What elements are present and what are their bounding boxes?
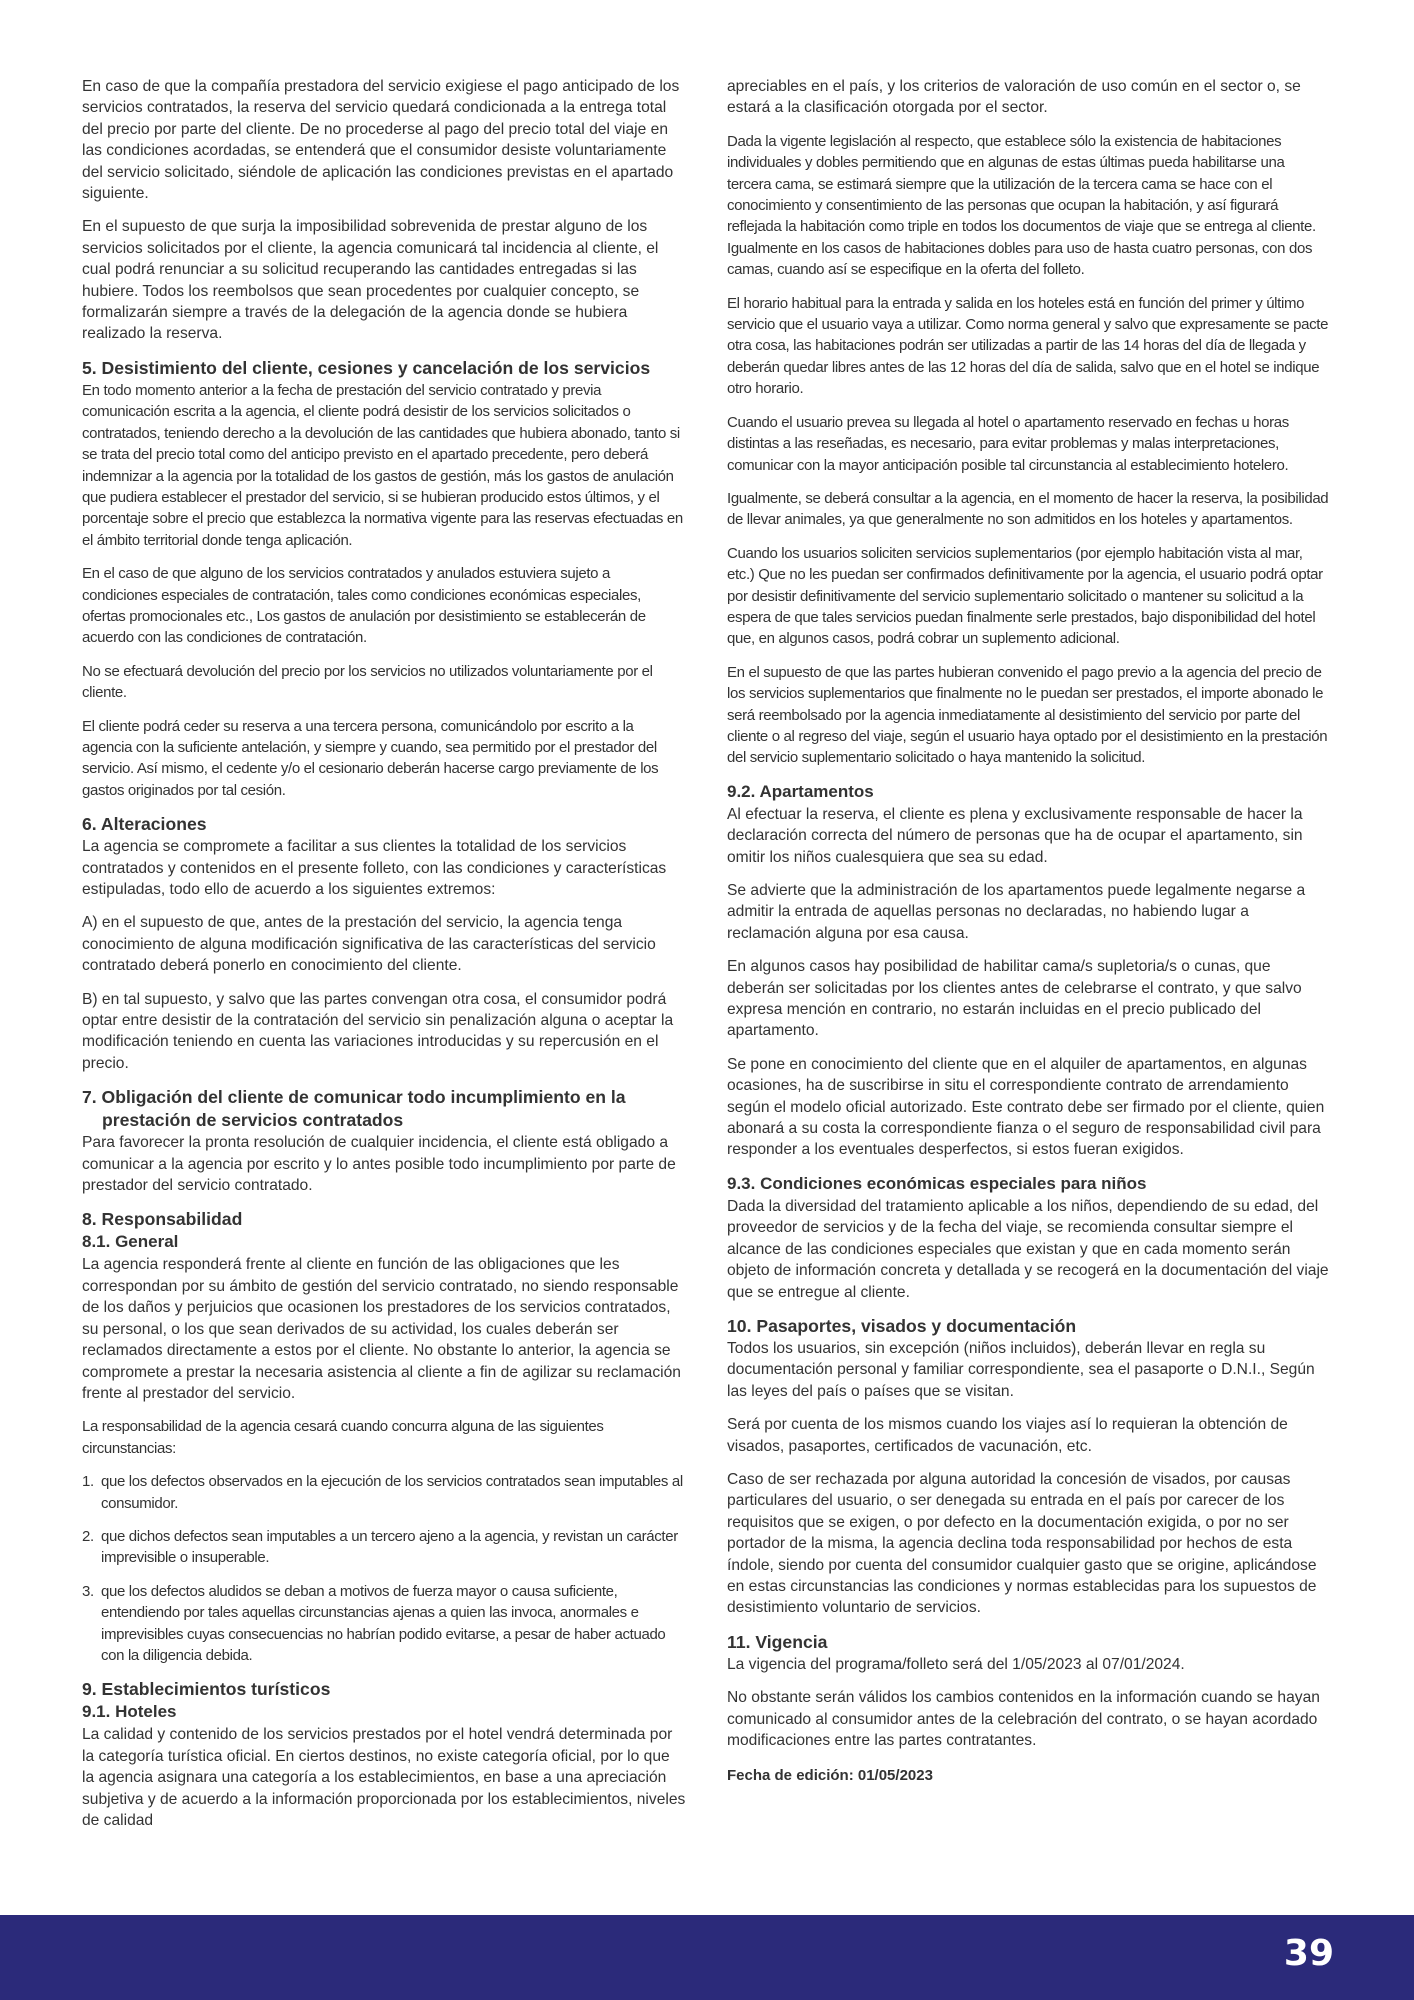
page-number: 39 <box>1283 1933 1334 1974</box>
list-item <box>82 1471 686 1514</box>
paragraph: El horario habitual para la entrada y salida en los hoteles está en función del primer y último servicio que el usuario vaya a utilizar. Como norma general y salvo que expresamente se pacte otra cosa, las habitaciones podrán ser utilizadas a partir de las 14 horas del día de llegada y deberán quedar libres antes de las 12 horas del día de salida, salvo que en el hotel se indique otro horario. <box>727 294 1329 398</box>
paragraph: Se advierte que la administración de los apartamentos puede legalmente negarse a admitir la entrada de aquellas personas no declaradas, no habiendo lugar a reclamación alguna por esa causa. <box>727 882 1306 942</box>
list-item-text: que los defectos aludidos se deban a motivos de fuerza mayor o causa suficiente, entendiendo por tales aquellas circunstancias ajenas a quien las invoca, anormales e imprevisibles cuyas consecuencias no habrían podido evitarse, a pesar de haber actuado con la diligencia debida. <box>101 1582 666 1664</box>
list-item-text: que los defectos observados en la ejecución de los servicios contratados sean imputables al consumidor. <box>101 1473 683 1512</box>
paragraph: Será por cuenta de los mismos cuando los viajes así lo requieran la obtención de visados, pasaportes, certificados de vacunación, etc. <box>727 1416 1288 1455</box>
paragraph: Cuando el usuario prevea su llegada al hotel o apartamento reservado en fechas u horas distintas a las reseñadas, es necesario, para evitar problemas y malas interpretaciones, comunicar con la mayor anticipación posible tal circunstancia al establecimiento hotelero. <box>727 413 1289 474</box>
list-item-text: que dichos defectos sean imputables a un tercero ajeno a la agencia, y revistan un carácter imprevisible o insuperable. <box>101 1527 678 1567</box>
paragraph: En el supuesto de que las partes hubieran convenido el pago previo a la agencia del precio de los servicios suplementarios que finalmente no le puedan ser prestados, el importe abonado le será reembolsado por la agencia inmediatamente al desistimiento del servicio por parte del cliente o al regreso del viaje, según el usuario haya optado por el desistimiento en la prestación del servicio suplementario solicitado o haya mantenido la solicitud. <box>727 663 1328 767</box>
paragraph: El cliente podrá ceder su reserva a una tercera persona, comunicándolo por escrito a la agencia con la suficiente antelación, y siempre y cuando, sea permitido por el prestador del servicio. Así mismo, el cedente y/o el cesionario deberán hacerse cargo previamente de los gastos originados por tal cesión. <box>82 717 659 799</box>
list-item-number: 3. <box>82 1582 94 1600</box>
list-item-number: 1. <box>82 1473 94 1491</box>
paragraph: En caso de que la compañía prestadora del servicio exigiese el pago anticipado de los servicios contratados, la reserva del servicio quedará condicionada a la entrega total del precio por parte del cliente. De no procederse al pago del precio total del viaje en las condiciones acordadas, se entenderá que el consumidor desiste voluntariamente del servicio solicitado, siéndole de aplicación las condiciones previstas en el apartado siguiente. <box>82 78 680 203</box>
left-column <box>82 76 686 1843</box>
subsection-heading-8-1: 8.1. General <box>82 1232 179 1252</box>
paragraph: Para favorecer la pronta resolución de cualquier incidencia, el cliente está obligado a comunicar a la agencia por escrito y lo antes posible todo incumplimiento por parte de prestador del servicio contratado. <box>82 1134 676 1195</box>
footer-bar <box>0 1915 1414 2000</box>
paragraph: En el supuesto de que surja la imposibilidad sobrevenida de prestar alguno de los servicios solicitados por el cliente, la agencia comunicará tal incidencia al cliente, el cual podrá renunciar a su solicitud recuperando las cantidades entregadas si las hubiere. Todos los reembolsos que sean procedentes por cualquier concepto, se formalizarán siempre a través de la delegación de la agencia donde se hubiera realizado la reserva. <box>82 218 659 343</box>
section-heading-5: 5. Desistimiento del cliente, cesiones y cancelación de los servicios <box>82 357 651 378</box>
paragraph: La calidad y contenido de los servicios prestados por el hotel vendrá determinada por la categoría turística oficial. En ciertos destinos, no existe categoría oficial, por lo que la agencia asignara una categoría a los establecimientos, en base a una apreciación subjetiva y de acuerdo a la información proporcionada por los establecimientos, niveles de calidad <box>82 1726 686 1829</box>
paragraph: Al efectuar la reserva, el cliente es plena y exclusivamente responsable de hacer la declaración correcta del número de personas que ha de ocupar el apartamento, sin omitir los niños cualesquiera que sea su edad. <box>727 805 1303 866</box>
paragraph: B) en tal supuesto, y salvo que las partes convengan otra cosa, el consumidor podrá optar entre desistir de la contratación del servicio sin penalización alguna o aceptar la modificación teniendo en cuenta las variaciones introducidas y su repercusión en el precio. <box>82 990 674 1072</box>
edition-date: Fecha de edición: 01/05/2023 <box>727 1767 933 1785</box>
paragraph: Caso de ser rechazada por alguna autoridad la concesión de visados, por causas particulares del usuario, o ser denegada su entrada en el país por carecer de los requisitos que se exigen, o por defecto en la documentación exigida, o por no ser portador de la misma, la agencia declina toda responsabilidad por hechos de esta índole, siendo por cuenta del consumidor cualquier gasto que se origine, aplicándose en estas circunstancias las condiciones y normas establecidas para los supuestos de desistimiento voluntario de servicios. <box>727 1470 1317 1617</box>
subsection-heading-9-1: 9.1. Hoteles <box>82 1702 177 1722</box>
paragraph: Todos los usuarios, sin excepción (niños incluidos), deberán llevar en regla su documentación personal y familiar correspondiente, sea el pasaporte o D.N.I., Según las leyes del país o países que se visitan. <box>727 1339 1315 1400</box>
paragraph: La vigencia del programa/folleto será del 1/05/2023 al 07/01/2024. <box>727 1655 1185 1673</box>
paragraph: Cuando los usuarios soliciten servicios suplementarios (por ejemplo habitación vista al mar, etc.) Que no les puedan ser confirmados definitivamente por la agencia, el usuario podrá optar por desistir definitivamente del servicio suplementario solicitado o mantener su solicitud a la espera de que tales servicios puedan finalmente serle prestados, bajo disponibilidad del hotel que, en algunos casos, podrá cobrar un suplemento adicional. <box>727 544 1323 648</box>
paragraph: A) en el supuesto de que, antes de la prestación del servicio, la agencia tenga conocimiento de alguna modificación significativa de las características del servicio contratado deberá ponerlo en conocimiento del cliente. <box>82 914 656 975</box>
right-column <box>727 76 1331 1799</box>
paragraph: Dada la diversidad del tratamiento aplicable a los niños, dependiendo de su edad, del proveedor de servicios y de la fecha del viaje, se recomienda consultar siempre el alcance de las condiciones especiales que existan y que en cada momento serán objeto de información concreta y detallada y se recogerá en la documentación del viaje que se entregue al cliente. <box>727 1197 1329 1301</box>
list-item <box>82 1581 686 1667</box>
section-heading-7: 7. Obligación del cliente de comunicar todo incumplimiento en la prestación de servicios contratados <box>82 1087 626 1131</box>
list-item-number: 2. <box>82 1527 94 1545</box>
circumstances-list <box>82 1471 686 1666</box>
section-heading-6: 6. Alteraciones <box>82 814 207 835</box>
paragraph: En algunos casos hay posibilidad de habilitar cama/s supletoria/s o cunas, que deberán ser solicitadas por los clientes antes de celebrarse el contrato, y que salvo expresa mención en contrario, no estarán incluidas en el precio publicado del apartamento. <box>727 958 1302 1040</box>
paragraph: En el caso de que alguno de los servicios contratados y anulados estuviera sujeto a condiciones especiales de contratación, tales como condiciones económicas especiales, ofertas promocionales etc., Los gastos de anulación por desistimiento se establecerán de acuerdo con las condiciones de contratación. <box>82 565 646 647</box>
paragraph: Dada la vigente legislación al respecto, que establece sólo la existencia de habitaciones individuales y dobles permitiendo que en algunas de estas últimas pueda habilitarse una tercera cama, se estimará siempre que la utilización de la tercera cama se hace con el conocimiento y consentimiento de las personas que ocupan la habitación, y así figurará reflejada la habitación como triple en todos los documentos de viaje que se entrega al cliente. Igualmente en los casos de habitaciones dobles para uso de hasta cuatro personas, con dos camas, cuando así se especifique en la oferta del folleto. <box>727 132 1316 279</box>
paragraph: La agencia se compromete a facilitar a sus clientes la totalidad de los servicios contratados y contenidos en el presente folleto, con las condiciones y características estipuladas, todo ello de acuerdo a los siguientes extremos: <box>82 838 667 898</box>
paragraph: La agencia responderá frente al cliente en función de las obligaciones que les correspondan por su ámbito de gestión del servicio contratado, no siendo responsable de los daños y perjuicios que ocasionen los prestadores de los servicios contratados, su personal, o los que sean derivados de su actividad, los cuales deberán ser reclamados directamente a estos por el cliente. No obstante lo anterior, la agencia se compromete a prestar la necesaria asistencia al cliente a fin de agilizar su reclamación frente al prestador del servicio. <box>82 1256 681 1402</box>
paragraph: Se pone en conocimiento del cliente que en el alquiler de apartamentos, en algunas ocasiones, ha de suscribirse in situ el correspondiente contrato de arrendamiento según el modelo oficial autorizado. Este contrato debe ser firmado por el cliente, quien abonará a su costa la correspondiente fianza o el seguro de responsabilidad civil para responder a los eventuales desperfectos, si estos fueran exigidos. <box>727 1055 1325 1159</box>
paragraph: En todo momento anterior a la fecha de prestación del servicio contratado y previa comunicación escrita a la agencia, el cliente podrá desistir de los servicios solicitados o contratados, teniendo derecho a la devolución de las cantidades que hubiera abonado, tanto si se trata del precio total como del anticipo previsto en el apartado precedente, pero deberá indemnizar a la agencia por la totalidad de los gastos de gestión, más los gastos de anulación que pudiera establecer el prestador del servicio, si se hubieran producido estos últimos, y el porcentaje sobre el precio que establezca la normativa vigente para las reservas efectuadas en el ámbito territorial donde tenga aplicación. <box>82 381 683 549</box>
subsection-heading-9-2: 9.2. Apartamentos <box>727 781 874 801</box>
list-item <box>82 1526 686 1569</box>
paragraph: No obstante serán válidos los cambios contenidos en la información cuando se hayan comunicado al consumidor antes de la celebración del contrato, o se hayan acordado modificaciones entre las partes contratantes. <box>727 1689 1320 1749</box>
paragraph: Igualmente, se deberá consultar a la agencia, en el momento de hacer la reserva, la posibilidad de llevar animales, ya que generalmente no son admitidos en los hoteles y apartamentos. <box>727 489 1329 529</box>
section-heading-9: 9. Establecimientos turísticos <box>82 1679 331 1700</box>
section-heading-11: 11. Vigencia <box>727 1631 828 1652</box>
section-heading-10: 10. Pasaportes, visados y documentación <box>727 1315 1077 1336</box>
paragraph: apreciables en el país, y los criterios de valoración de uso común en el sector o, se estará a la clasificación otorgada por el sector. <box>727 78 1301 117</box>
paragraph: La responsabilidad de la agencia cesará cuando concurra alguna de las siguientes circunstancias: <box>82 1418 604 1457</box>
paragraph: No se efectuará devolución del precio por los servicios no utilizados voluntariamente por el cliente. <box>82 662 653 702</box>
subsection-heading-9-3: 9.3. Condiciones económicas especiales para niños <box>727 1173 1147 1193</box>
section-heading-8: 8. Responsabilidad <box>82 1209 243 1230</box>
